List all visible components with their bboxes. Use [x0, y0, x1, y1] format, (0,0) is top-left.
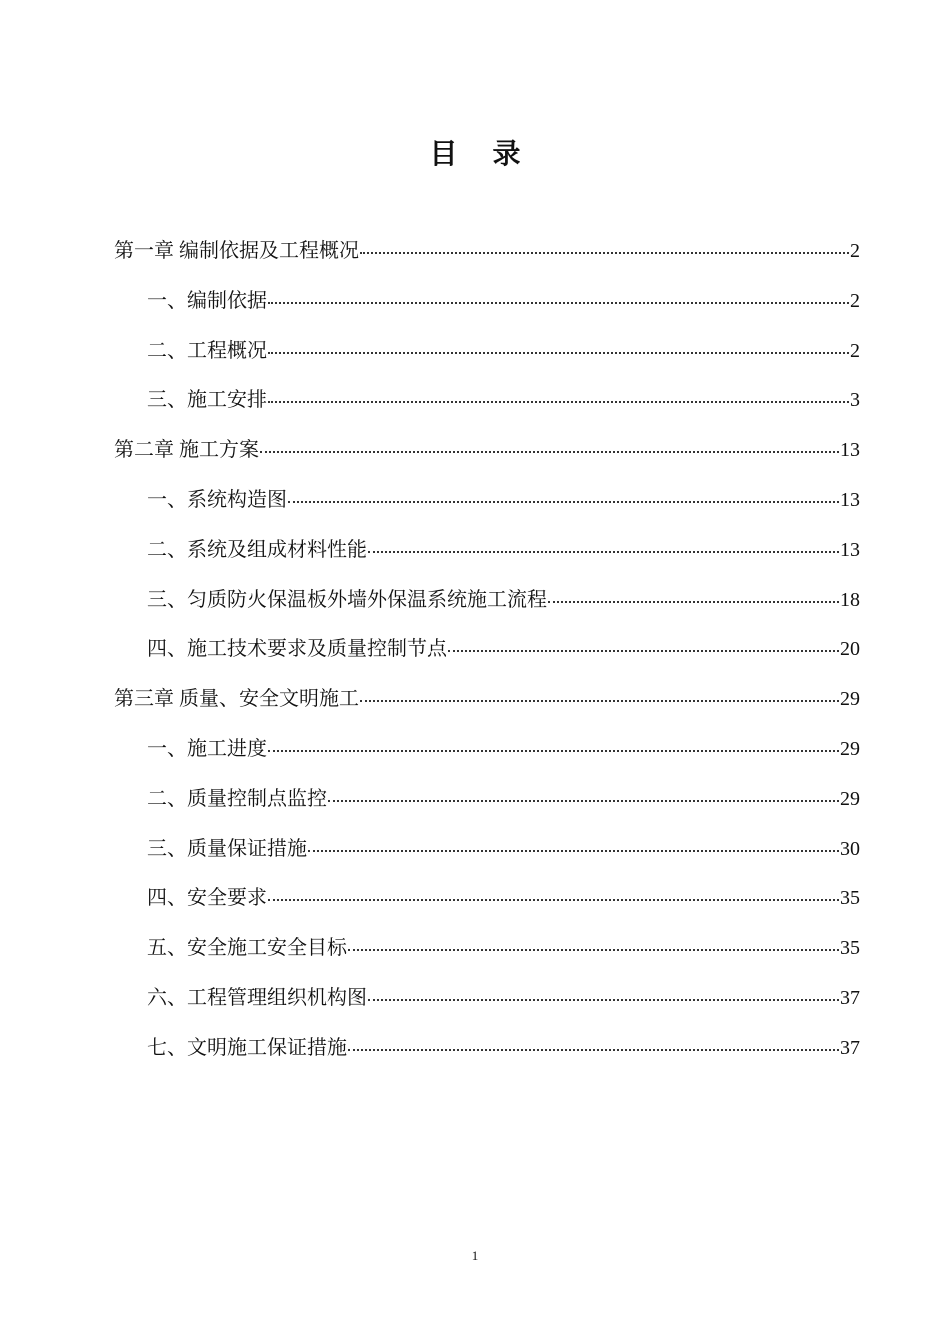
page-title: 目 录	[429, 139, 535, 170]
toc-section-entry[interactable]	[114, 634, 860, 684]
toc-leader-dots	[268, 899, 839, 901]
toc-entry-label: 六、工程管理组织机构图	[147, 986, 367, 1009]
toc-section-entry[interactable]	[114, 585, 860, 635]
toc-entry-page: 35	[840, 887, 860, 910]
toc-section-entry[interactable]	[114, 1033, 860, 1083]
toc-chapter-entry[interactable]	[114, 236, 860, 286]
toc-leader-dots	[268, 401, 849, 403]
toc-leader-dots	[268, 302, 849, 304]
toc-entry-page: 18	[840, 588, 860, 611]
toc-leader-dots	[360, 252, 849, 254]
toc-entry-label: 三、匀质防火保温板外墙外保温系统施工流程	[147, 588, 547, 611]
toc-section-entry[interactable]	[114, 834, 860, 884]
toc-entry-label: 二、系统及组成材料性能	[147, 538, 367, 561]
toc-entry-page: 29	[840, 737, 860, 760]
toc-leader-dots	[260, 451, 839, 453]
toc-leader-dots	[348, 949, 839, 951]
toc-entry-page: 13	[840, 439, 860, 462]
toc-entry-page: 2	[850, 289, 860, 312]
toc-entry-page: 29	[840, 688, 860, 711]
toc-leader-dots	[328, 800, 839, 802]
toc-entry-label: 二、质量控制点监控	[147, 787, 327, 810]
toc-leader-dots	[360, 700, 839, 702]
toc-entry-page: 2	[850, 339, 860, 362]
toc-leader-dots	[548, 601, 839, 603]
toc-entry-page: 13	[840, 488, 860, 511]
toc-entry-page: 13	[840, 538, 860, 561]
toc-entry-page: 30	[840, 837, 860, 860]
toc-entry-page: 2	[850, 240, 860, 262]
toc-section-entry[interactable]	[114, 336, 860, 386]
page-number: 1	[471, 1248, 479, 1263]
toc-entry-label: 一、编制依据	[147, 289, 267, 312]
toc-entry-label: 第二章 施工方案	[114, 439, 259, 462]
toc-entry-page: 3	[850, 389, 860, 412]
toc-section-entry[interactable]	[114, 286, 860, 336]
toc-entry-page: 35	[840, 937, 860, 960]
toc-leader-dots	[268, 352, 849, 354]
toc-section-entry[interactable]	[114, 734, 860, 784]
toc-leader-dots	[348, 1049, 839, 1051]
toc-entry-label: 三、施工安排	[147, 389, 267, 412]
toc-leader-dots	[288, 501, 839, 503]
toc-leader-dots	[368, 999, 839, 1001]
toc-section-entry[interactable]	[114, 784, 860, 834]
toc-section-entry[interactable]	[114, 983, 860, 1033]
toc-entry-label: 五、安全施工安全目标	[147, 937, 347, 960]
toc-entry-label: 三、质量保证措施	[147, 837, 307, 860]
toc-entry-label: 七、文明施工保证措施	[147, 1036, 347, 1059]
table-of-contents	[114, 236, 860, 1083]
toc-entry-label: 一、施工进度	[147, 737, 267, 760]
toc-leader-dots	[308, 850, 839, 852]
toc-section-entry[interactable]	[114, 535, 860, 585]
toc-entry-label: 第一章 编制依据及工程概况	[114, 240, 359, 262]
toc-leader-dots	[448, 650, 839, 652]
toc-entry-label: 四、施工技术要求及质量控制节点	[147, 638, 447, 661]
toc-entry-label: 一、系统构造图	[147, 488, 287, 511]
toc-chapter-entry[interactable]	[114, 684, 860, 734]
toc-entry-page: 37	[840, 986, 860, 1009]
toc-section-entry[interactable]	[114, 385, 860, 435]
toc-entry-page: 29	[840, 787, 860, 810]
toc-entry-page: 20	[840, 638, 860, 661]
toc-section-entry[interactable]	[114, 933, 860, 983]
toc-chapter-entry[interactable]	[114, 435, 860, 485]
toc-entry-label: 二、工程概况	[147, 339, 267, 362]
toc-section-entry[interactable]	[114, 485, 860, 535]
toc-entry-page: 37	[840, 1036, 860, 1059]
toc-leader-dots	[268, 750, 839, 752]
toc-section-entry[interactable]	[114, 883, 860, 933]
toc-entry-label: 四、安全要求	[147, 887, 267, 910]
toc-entry-label: 第三章 质量、安全文明施工	[114, 688, 359, 711]
toc-leader-dots	[368, 551, 839, 553]
